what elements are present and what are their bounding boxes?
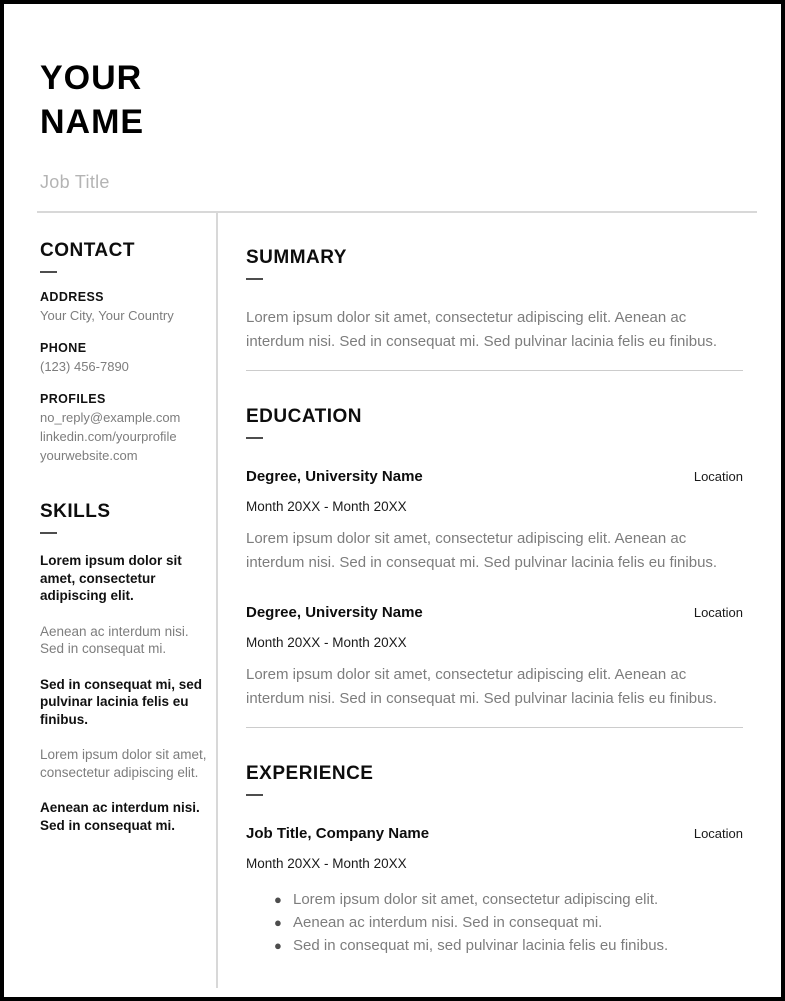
contact-section bbox=[40, 239, 208, 464]
education-dates: Month 20XX - Month 20XX bbox=[246, 499, 407, 514]
education-degree: Degree, University Name bbox=[246, 468, 423, 485]
profile-linkedin: linkedin.com/yourprofile bbox=[40, 429, 177, 444]
main-content bbox=[218, 213, 781, 988]
section-dash bbox=[246, 437, 263, 439]
experience-bullet bbox=[246, 911, 743, 934]
section-dash bbox=[246, 794, 263, 796]
contact-group-address bbox=[40, 289, 208, 324]
address-value: Your City, Your Country bbox=[40, 308, 174, 323]
experience-bullet bbox=[246, 888, 743, 911]
skill-item: Aenean ac interdum nisi. Sed in consequat mi. bbox=[40, 623, 189, 656]
bullet-text: Lorem ipsum dolor sit amet, consectetur adipiscing elit. bbox=[293, 891, 659, 908]
bullet-dot-icon: ● bbox=[274, 892, 282, 907]
section-divider bbox=[246, 370, 743, 371]
education-description: Lorem ipsum dolor sit amet, consectetur adipiscing elit. Aenean ac interdum nisi. Sed in consequat mi. Sed pulvinar lacinia felis eu finibus. bbox=[246, 666, 718, 707]
experience-dates: Month 20XX - Month 20XX bbox=[246, 856, 407, 871]
summary-text: Lorem ipsum dolor sit amet, consectetur adipiscing elit. Aenean ac interdum nisi. Sed in consequat mi. Sed pulvinar lacinia felis eu finibus. bbox=[246, 309, 718, 350]
entry-title-row bbox=[246, 824, 743, 843]
experience-bullet bbox=[246, 934, 743, 957]
skill-item: Lorem ipsum dolor sit amet, consectetur adipiscing elit. bbox=[40, 747, 207, 780]
bullet-dot-icon: ● bbox=[274, 938, 282, 953]
contact-group-phone bbox=[40, 340, 208, 375]
experience-job-title: Job Title, Company Name bbox=[246, 825, 430, 842]
education-section bbox=[246, 405, 743, 711]
section-dash bbox=[40, 532, 57, 534]
profile-website: yourwebsite.com bbox=[40, 448, 138, 463]
contact-group-profiles bbox=[40, 391, 208, 464]
address-label: ADDRESS bbox=[40, 290, 104, 304]
bullet-text: Sed in consequat mi, sed pulvinar lacinia felis eu finibus. bbox=[293, 937, 669, 954]
bullet-dot-icon: ● bbox=[274, 915, 282, 930]
education-location: Location bbox=[693, 469, 743, 484]
summary-section bbox=[246, 246, 743, 354]
profile-email: no_reply@example.com bbox=[40, 410, 181, 425]
education-description: Lorem ipsum dolor sit amet, consectetur adipiscing elit. Aenean ac interdum nisi. Sed in consequat mi. Sed pulvinar lacinia felis eu finibus. bbox=[246, 530, 718, 571]
contact-heading: CONTACT bbox=[40, 240, 135, 261]
experience-location: Location bbox=[693, 826, 743, 841]
sidebar bbox=[4, 213, 218, 988]
education-heading: EDUCATION bbox=[246, 406, 363, 427]
section-divider bbox=[246, 727, 743, 728]
skill-item: Lorem ipsum dolor sit amet, consectetur adipiscing elit. bbox=[40, 553, 182, 603]
entry-title-row bbox=[246, 603, 743, 622]
education-entry bbox=[246, 603, 743, 711]
skill-item: Aenean ac interdum nisi. Sed in consequat mi. bbox=[40, 800, 200, 833]
skills-section bbox=[40, 500, 208, 834]
name-heading: YOUR NAME bbox=[40, 59, 145, 141]
education-dates: Month 20XX - Month 20XX bbox=[246, 635, 407, 650]
content-columns bbox=[4, 213, 781, 988]
section-dash bbox=[246, 278, 263, 280]
resume-header bbox=[4, 4, 781, 194]
bullet-text: Aenean ac interdum nisi. Sed in consequat mi. bbox=[293, 914, 603, 931]
education-location: Location bbox=[693, 605, 743, 620]
experience-heading: EXPERIENCE bbox=[246, 763, 374, 784]
skill-item: Sed in consequat mi, sed pulvinar lacinia felis eu finibus. bbox=[40, 676, 203, 727]
education-entry bbox=[246, 467, 743, 575]
section-dash bbox=[40, 271, 57, 273]
experience-bullet-list bbox=[246, 888, 743, 957]
profiles-label: PROFILES bbox=[40, 392, 106, 406]
phone-value: (123) 456-7890 bbox=[40, 359, 129, 374]
job-title: Job Title bbox=[40, 172, 110, 192]
phone-label: PHONE bbox=[40, 341, 87, 355]
education-degree: Degree, University Name bbox=[246, 604, 423, 621]
entry-title-row bbox=[246, 467, 743, 486]
skills-heading: SKILLS bbox=[40, 501, 111, 522]
summary-heading: SUMMARY bbox=[246, 247, 347, 268]
experience-entry bbox=[246, 824, 743, 957]
experience-section bbox=[246, 762, 743, 957]
